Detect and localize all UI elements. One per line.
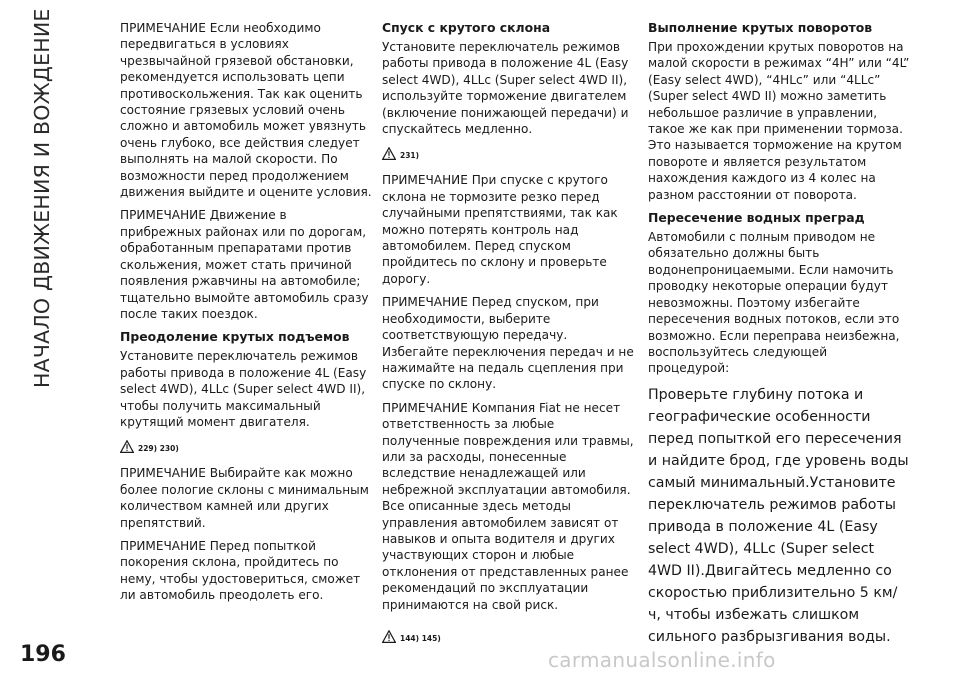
para-steep-climb: Установите переключатель режимов работы привода в положение 4L (Easy select 4WD), 4LLc (Super select 4WD II), чтобы получить максимальный крутящий момент двигателя.	[120, 349, 367, 429]
warning-triangle-icon	[120, 440, 134, 453]
section-side-title: НАЧАЛО ДВИЖЕНИЯ И ВОЖДЕНИЕ	[30, 8, 54, 388]
note-gentle-slopes: ПРИМЕЧАНИЕ Выбирайте как можно более пологие склоны с минимальным количеством камней или других препятствий.	[120, 466, 369, 530]
para-water-procedure: Проверьте глубину потока и географические особенности перед попыткой его пересечения и найдите брод, где уровень воды самый минимальный.Установите переключатель режимов работы привода в положение 4L (Easy select 4WD), 4LLc (Super select 4WD II).Двигайтесь медленно со скоростью приблизительно 5 км/ч, чтобы избежать слишком сильного разбрызгивания воды.	[648, 386, 909, 645]
warning-triangle-icon	[382, 147, 396, 160]
warning-refs: 229) 230)	[138, 443, 179, 453]
column-3	[648, 20, 910, 648]
heading-steep-climb: Преодоление крутых подъемов	[120, 329, 350, 345]
column-2	[382, 20, 634, 655]
warning-refs: 144) 145)	[400, 633, 441, 643]
note-coastal: ПРИМЕЧАНИЕ Движение в прибрежных районах или по дорогам, обработанным препаратами против скольжения, может стать причиной появления ржавчины на автомобиле; тщательно вымойте автомобиль сразу после таких поездок.	[120, 208, 369, 321]
heading-water-crossing: Пересечение водных преград	[648, 210, 865, 226]
para-sharp-turns: При прохождении крутых поворотов на малой скорости в режимах “4H” или “4L” (Easy select 4WD), “4HLc” или “4LLc” (Super select 4WD II) можно заметить небольшое различие в управлении, такое же как при применении тормоза. Это называется торможение на крутом повороте и является результатом нахождения каждого из 4 колес на разном расстоянии от поворота.	[648, 40, 910, 202]
warning-reference	[120, 437, 372, 455]
note-walk-slope: ПРИМЕЧАНИЕ Перед попыткой покорения склона, пройдитесь по нему, чтобы удостовериться, сможет ли автомобиль преодолеть его.	[120, 538, 361, 603]
column-1	[120, 20, 372, 611]
para-water-crossing: Автомобили с полным приводом не обязательно должны быть водонепроницаемыми. Если намочить проводку некоторые операции будут невозможны. Поэтому избегайте пересечения водных потоков, если это возможно. Если переправа неизбежна, воспользуйтесь следующей процедурой:	[648, 230, 900, 376]
note-select-gear: ПРИМЕЧАНИЕ Перед спуском, при необходимости, выберите соответствующую передачу. Избегайте переключения передач и не нажимайте на педаль сцепления при спуске по склону.	[382, 295, 634, 392]
para-steep-descent: Установите переключатель режимов работы привода в положение 4L (Easy select 4WD), 4LLc (Super select 4WD II), используйте торможение двигателем (включение понижающей передачи) и спускайтесь медленно.	[382, 40, 629, 137]
watermark: carmanualsonline.info	[548, 648, 776, 672]
note-fiat-liability: ПРИМЕЧАНИЕ Компания Fiat не несет ответственность за любые полученные повреждения или травмы, или за расходы, понесенные вследствие ненадлежащей или небрежной эксплуатации автомобиля. Все описанные здесь методы управления автомобилем зависят от навыков и опыта водителя и других участвующих сторон и любые отклонения от представленных ранее рекомендаций по эксплуатации принимаются на свой риск.	[382, 400, 634, 612]
note-no-hard-braking: ПРИМЕЧАНИЕ При спуске с крутого склона не тормозите резко перед случайными препятствиями, так как можно потерять контроль над автомобилем. Перед спуском пройдитесь по склону и проверьте дорогу.	[382, 173, 618, 286]
warning-reference	[382, 627, 634, 645]
page-number: 196	[20, 642, 66, 667]
warning-triangle-icon	[382, 630, 396, 643]
warning-refs: 231)	[400, 150, 420, 160]
warning-reference	[382, 144, 634, 162]
heading-steep-descent: Спуск с крутого склона	[382, 20, 551, 35]
heading-sharp-turns: Выполнение крутых поворотов	[648, 20, 873, 35]
note-mud: ПРИМЕЧАНИЕ Если необходимо передвигаться в условиях чрезвычайной грязевой обстановки, рекомендуется использовать цепи противоскольжения. Так как оценить состояние грязевых условий очень сложно и автомобиль может увязнуть очень глубоко, все действия следует выполнять на малой скорости. По возможности перед продолжением движения выйдите и оцените условия.	[120, 21, 372, 200]
